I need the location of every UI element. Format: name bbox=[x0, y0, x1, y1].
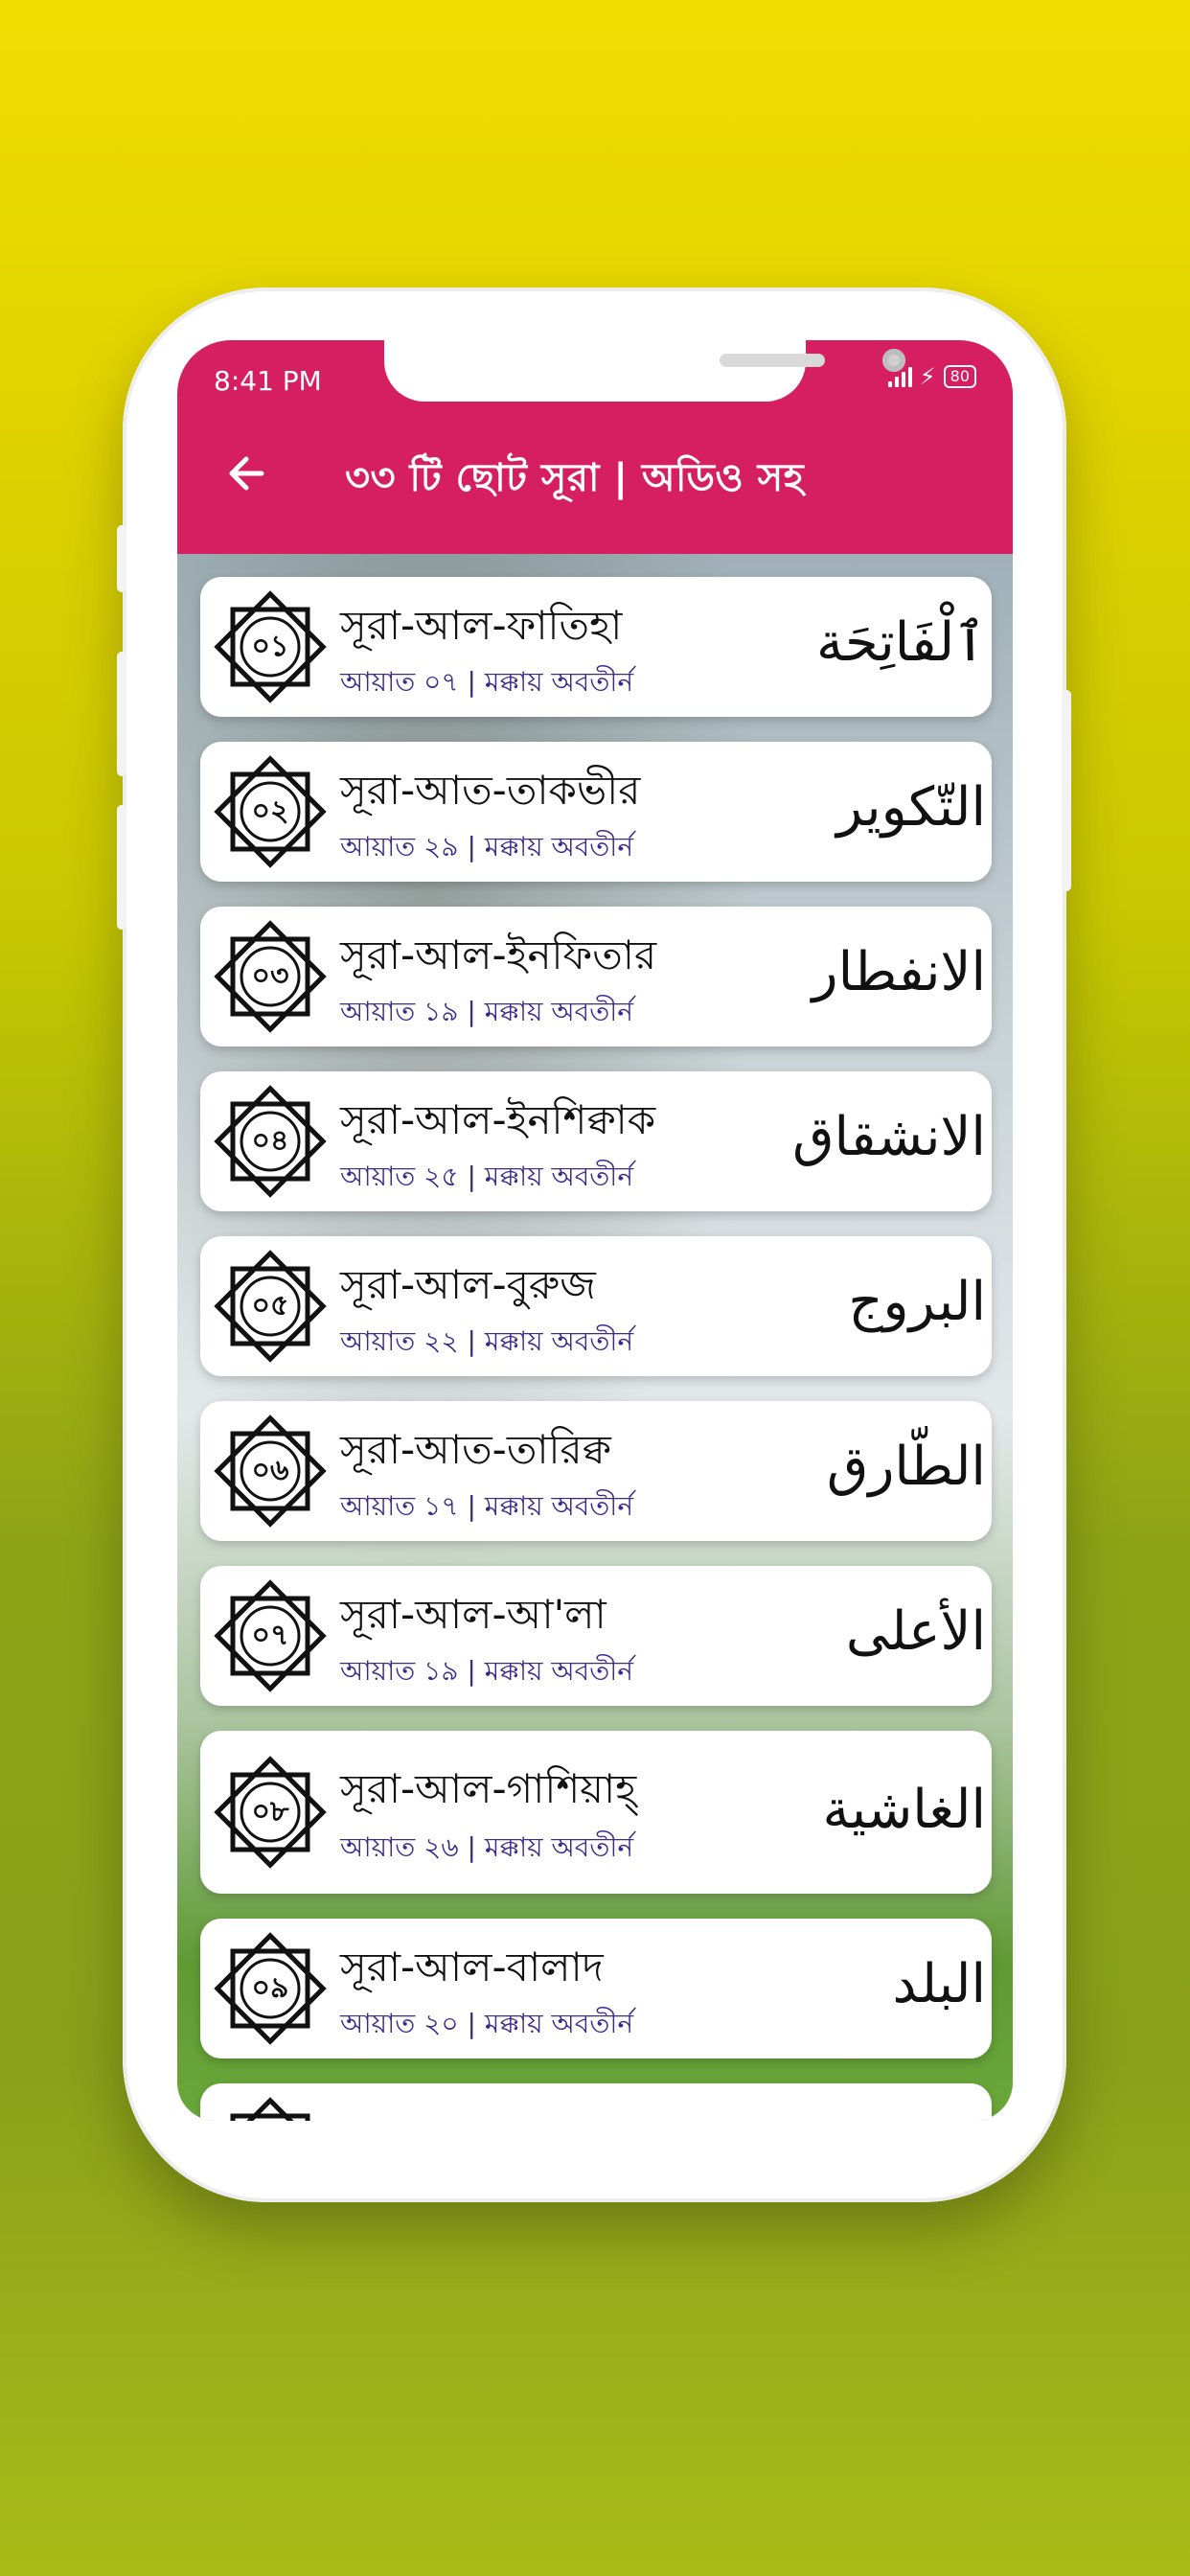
speaker-grille bbox=[720, 354, 825, 367]
surah-arabic-name: الأعلى bbox=[845, 1600, 986, 1663]
surah-name: সূরা-আল-গাশিয়াহ্ bbox=[340, 1765, 637, 1812]
phone-side-button bbox=[117, 652, 126, 776]
surah-arabic-name: البلد bbox=[892, 1953, 986, 2015]
number-badge bbox=[208, 1409, 332, 1533]
charging-icon: ⚡ bbox=[919, 363, 936, 390]
surah-name: সূরা-আল-আ'লা bbox=[340, 1591, 606, 1638]
number-badge bbox=[208, 1574, 332, 1698]
surah-list-item[interactable] bbox=[200, 1401, 992, 1541]
surah-meta: আয়াত ২৯ | মক্কায় অবতীর্ন bbox=[340, 831, 634, 862]
surah-name: সূরা-আল-বালাদ bbox=[340, 1944, 604, 1990]
surah-name: সূরা-আল-ইনশিক্বাক bbox=[340, 1096, 656, 1143]
number-badge bbox=[208, 1750, 332, 1874]
surah-arabic-name: الغاشية bbox=[822, 1779, 986, 1841]
surah-name: সূরা-আল-ফাতিহা bbox=[340, 602, 623, 649]
surah-list-item[interactable] bbox=[200, 1071, 992, 1211]
number-badge bbox=[208, 914, 332, 1039]
surah-name: সূরা-আত-তারিক্ব bbox=[340, 1426, 611, 1473]
phone-side-button bbox=[117, 525, 126, 592]
surah-name: সূরা-আত-তাকভীর bbox=[340, 767, 641, 814]
number-badge bbox=[208, 585, 332, 709]
surah-meta: আয়াত ২৬ | মক্কায় অবতীর্ন bbox=[340, 1831, 634, 1863]
surah-meta: আয়াত ১৭ | মক্কায় অবতীর্ন bbox=[340, 1490, 634, 1522]
surah-meta: আয়াত ১৯ | মক্কায় অবতীর্ন bbox=[340, 996, 633, 1027]
number-badge bbox=[208, 1244, 332, 1368]
surah-name: সূরা-আল-ইনফিতার bbox=[340, 932, 657, 978]
surah-arabic-name: البروج bbox=[848, 1271, 986, 1333]
surah-arabic-name: التّكوير bbox=[836, 776, 986, 839]
page-title: ৩৩ টি ছোট সূরা | অডিও সহ bbox=[345, 456, 805, 500]
back-arrow-icon[interactable] bbox=[216, 440, 283, 507]
app-header bbox=[177, 402, 1013, 554]
surah-arabic-name: الطّارق bbox=[826, 1436, 986, 1498]
number-badge bbox=[208, 1079, 332, 1204]
surah-number: ০৪ bbox=[251, 1123, 289, 1158]
surah-list-item[interactable] bbox=[200, 577, 992, 717]
phone-notch bbox=[384, 340, 806, 402]
surah-meta: আয়াত ২৫ | মক্কায় অবতীর্ন bbox=[340, 1161, 634, 1192]
surah-number: ০৬ bbox=[251, 1453, 289, 1487]
surah-arabic-name: الانشقاق bbox=[792, 1106, 986, 1168]
phone-side-button bbox=[117, 805, 126, 930]
surah-number: ০৫ bbox=[251, 1288, 289, 1322]
surah-number: ০২ bbox=[251, 794, 289, 828]
surah-meta: আয়াত ১৯ | মক্কায় অবতীর্ন bbox=[340, 1655, 633, 1687]
surah-number: ০৭ bbox=[251, 1618, 289, 1652]
surah-list-item[interactable] bbox=[200, 1731, 992, 1894]
front-camera bbox=[882, 349, 905, 372]
number-badge bbox=[208, 749, 332, 874]
star-frame-icon bbox=[208, 2091, 332, 2121]
surah-number: ০৩ bbox=[251, 958, 289, 993]
surah-meta: আয়াত ২০ | মক্কায় অবতীর্ন bbox=[340, 2008, 634, 2039]
number-badge bbox=[208, 2091, 332, 2121]
surah-list[interactable] bbox=[177, 554, 1013, 2121]
surah-name: সূরা-আল-বুরুজ bbox=[340, 1261, 596, 1308]
surah-number: ০১ bbox=[251, 629, 289, 663]
surah-list-item[interactable] bbox=[200, 1919, 992, 2058]
surah-meta: আয়াত ০৭ | মক্কায় অবতীর্ন bbox=[340, 666, 634, 698]
app-screen bbox=[177, 340, 1013, 2121]
surah-arabic-name: الانفطار bbox=[812, 941, 986, 1003]
surah-number: ০৮ bbox=[251, 1794, 289, 1828]
phone-side-button bbox=[1062, 690, 1071, 891]
surah-meta: আয়াত ২২ | মক্কায় অবতীর্ন bbox=[340, 1325, 634, 1357]
surah-list-item[interactable] bbox=[200, 907, 992, 1046]
surah-number: ০৯ bbox=[251, 1970, 289, 2005]
number-badge bbox=[208, 1926, 332, 2051]
surah-list-item[interactable] bbox=[200, 2083, 992, 2121]
surah-arabic-name: ٱلْفَاتِحَة bbox=[815, 611, 986, 674]
battery-icon: 80 bbox=[944, 365, 976, 388]
status-time: 8:41 PM bbox=[214, 365, 322, 397]
surah-list-item[interactable] bbox=[200, 1236, 992, 1376]
surah-list-item[interactable] bbox=[200, 1566, 992, 1706]
surah-list-item[interactable] bbox=[200, 742, 992, 882]
